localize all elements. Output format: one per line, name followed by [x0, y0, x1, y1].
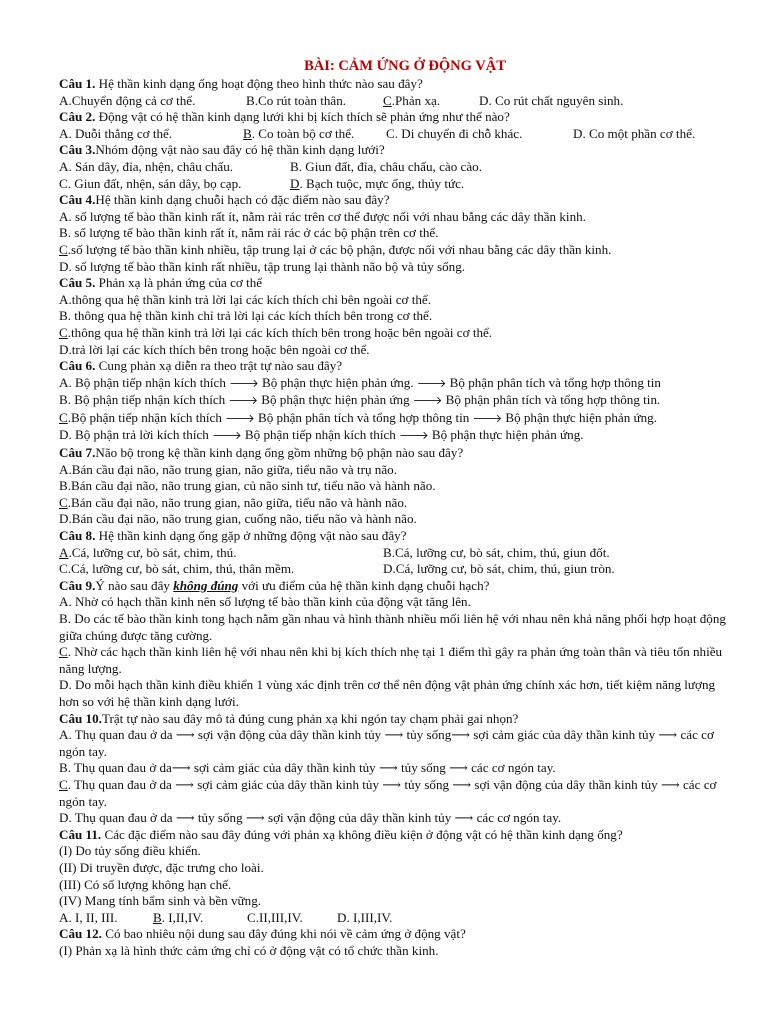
options-q3-row1	[59, 159, 731, 176]
option-d: D.trả lời lại các kích thích bên trong hoặc bên ngoài cơ thể.	[59, 341, 370, 357]
option-a: A.Chuyển động cả cơ thể.	[59, 92, 196, 108]
option-c: C.Cá, lưỡng cư, bò sát, chim, thú, thân mềm.	[59, 561, 295, 577]
option-c: C. Giun đất, nhện, sán dây, bọ cạp.	[59, 175, 242, 191]
question-label: Câu 6.	[59, 358, 96, 374]
options-q3-row2	[59, 176, 731, 193]
question-text: Trật tự nào sau đây mô tả đúng cung phản xạ khi ngón tay chạm phải gai nhọn?	[101, 710, 519, 726]
answer-letter: C	[383, 92, 392, 108]
question-1	[59, 76, 731, 93]
option-a: A. Nhờ có hạch thần kinh nên số lượng tế bào thần kinh của động vật tăng lên.	[59, 594, 471, 610]
option-a: A. Bộ phận tiếp nhận kích thích 🡒 Bộ phận thực hiện phản ứng. 🡒 Bộ phận phân tích và tổng hợp thông tin	[59, 374, 661, 390]
option-a: A.Cá, lưỡng cư, bò sát, chim, thú.	[59, 544, 237, 560]
option-c: C. Nhờ các hạch thần kinh liên hệ với nhau nên khi bị kích thích nhẹ tại 1 điểm thì gây ra phản ứng toàn thân và tiêu tốn nhiều năng lượng.	[59, 644, 723, 676]
answer-letter: B	[153, 909, 162, 925]
option-c: C.số lượng tế bào thần kinh nhiều, tập trung lại ở các bộ phận, được nối với nhau bằng các dây thần kinh.	[59, 241, 612, 257]
arrow-right-icon: 🡒	[228, 394, 258, 408]
emphasis-not-true: không đúng	[173, 577, 239, 593]
question-9: Câu 9.Ý nào sau đây không đúng với ưu điểm của hệ thần kinh dạng chuỗi hạch?	[59, 577, 490, 593]
question-text: Hệ thần kinh dạng ống hoạt động theo hình thức nào sau đây?	[95, 76, 423, 91]
option-a: A. số lượng tế bào thần kinh rất ít, nằm rải rác trên cơ thể được nối với nhau bằng các dây thần kinh.	[59, 208, 586, 224]
arrow-right-icon: 🡒	[416, 376, 447, 390]
arrow-right-icon: 🡒	[212, 429, 242, 443]
option-b: B. số lượng tế bào thần kinh rất ít, nằm rải rác ở các bộ phận trên cơ thể.	[59, 225, 439, 241]
question-label: Câu 2.	[59, 109, 96, 125]
question-text: Hệ thần kinh dạng chuỗi hạch có đặc điểm nào sau đây?	[95, 192, 390, 208]
option-a: A.Bán cầu đại não, não trung gian, não giữa, tiểu não và trụ não.	[59, 461, 397, 477]
option-c: C. Thụ quan đau ở da ⟶ sợi cảm giác của dây thần kinh tủy ⟶ tủy sống ⟶ sợi vận động của dây thần kinh tủy ⟶ các cơ ngón tay.	[59, 776, 717, 809]
question-label: Câu 7.	[59, 445, 96, 461]
question-label: Câu 1.	[59, 76, 96, 91]
option-c: C. Di chuyển đi chỗ khác.	[386, 125, 523, 141]
options-q11	[59, 910, 731, 927]
answer-letter: C	[59, 241, 68, 257]
answer-letter: A	[59, 544, 69, 560]
option-d: D. I,III,IV.	[337, 909, 393, 925]
question-text: Cung phản xạ diễn ra theo trật tự nào sau đây?	[95, 358, 343, 374]
option-b: B.Bán cầu đại não, não trung gian, củ não sinh tư, tiểu não và hành não.	[59, 478, 436, 494]
option-a: A. I, II, III.	[59, 909, 118, 925]
options-q8-row2	[59, 561, 731, 578]
options-q2	[59, 126, 731, 143]
question-10	[59, 711, 731, 728]
answer-letter: C	[59, 409, 68, 425]
option-c: C.thông qua hệ thần kinh trả lời lại các kích thích bên trong hoặc bên ngoài cơ thể.	[59, 324, 493, 340]
option-a: A.thông qua hệ thần kinh trả lời lại các kích thích chỉ bên ngoài cơ thể.	[59, 291, 431, 307]
question-text: Có bao nhiêu nội dung sau đây đúng khi nói về cảm ứng ở động vật?	[101, 926, 466, 942]
question-8	[59, 528, 731, 545]
option-d: D. Do mỗi hạch thần kinh điều khiển 1 vùng xác định trên cơ thể nên động vật phản ứng chính xác hơn, tiết kiệm năng lượng hơn so với hệ thần kinh dạng lưới.	[59, 677, 716, 709]
question-text: Não bộ trong kệ thần kinh dạng ống gồm những bộ phận nào sau đây?	[95, 445, 464, 461]
answer-letter: C	[59, 324, 68, 340]
question-text: Hệ thần kinh dạng ống gặp ở những động vật nào sau đây?	[95, 528, 407, 544]
question-4	[59, 192, 731, 209]
option-b: B. Thụ quan đau ở da⟶ sợi cảm giác của dây thần kinh tủy ⟶ tủy sống ⟶ các cơ ngón tay.	[59, 760, 556, 776]
option-b: B. Giun đất, đỉa, châu chấu, cào cào.	[290, 158, 482, 174]
question-text: Các đặc điểm nào sau đây đúng với phản xạ không điều kiện ở động vật có hệ thần kinh dạng ống?	[101, 826, 623, 842]
question-5	[59, 275, 731, 292]
answer-letter: B	[243, 125, 252, 141]
question-2	[59, 109, 731, 126]
question-label: Câu 12.	[59, 926, 102, 942]
statement-item: (I) Do tủy sống điều khiển.	[59, 843, 201, 859]
options-q8-row1	[59, 545, 731, 562]
answer-letter: D	[290, 175, 300, 191]
question-label: Câu 11.	[59, 826, 102, 842]
answer-letter: C	[59, 494, 68, 510]
option-d: D. Co một phần cơ thể.	[573, 125, 696, 141]
option-d: D.Bán cầu đại não, não trung gian, cuống não, tiểu não và hành não.	[59, 511, 417, 527]
statement-item: (III) Có số lượng không hạn chế.	[59, 876, 232, 892]
statement-item: (I) Phản xạ là hình thức cảm ứng chỉ có ở động vật có tổ chức thần kinh.	[59, 942, 439, 958]
question-label: Câu 10.	[59, 710, 102, 726]
statement-item: (II) Di truyền được, đặc trưng cho loài.	[59, 859, 264, 875]
statement-item: (IV) Mang tính bẩm sinh và bền vững.	[59, 893, 262, 909]
option-b: B. I,II,IV.	[153, 909, 204, 925]
question-label: Câu 3.	[59, 142, 96, 158]
option-c: C.Bộ phận tiếp nhận kích thích 🡒 Bộ phận phân tích và tổng hợp thông tin 🡒 Bộ phận thực hiện phản ứng.	[59, 409, 657, 425]
option-b: B. Bộ phận tiếp nhận kích thích 🡒 Bộ phận thực hiện phản ứng 🡒 Bộ phận phân tích và tổng hợp thông tin.	[59, 392, 661, 408]
option-b: B.Co rút toàn thân.	[246, 92, 347, 108]
option-d: D.Cá, lưỡng cư, bò sát, chim, thú, giun tròn.	[383, 561, 615, 577]
option-d: D. Co rút chất nguyên sinh.	[479, 92, 624, 108]
option-b: B. Co toàn bộ cơ thể.	[243, 125, 355, 141]
question-11	[59, 827, 731, 844]
question-label: Câu 4.	[59, 192, 96, 208]
question-text: Nhóm động vật nào sau đây có hệ thần kinh dạng lưới?	[95, 142, 385, 158]
option-c: C.II,III,IV.	[247, 909, 303, 925]
arrow-right-icon: 🡒	[229, 376, 259, 390]
option-a: A. Sán dây, đỉa, nhện, châu chấu.	[59, 158, 234, 174]
question-3	[59, 142, 731, 159]
page-title: BÀI: CẢM ỨNG Ở ĐỘNG VẬT	[304, 58, 506, 74]
option-d: D. Thụ quan đau ở da ⟶ tủy sống ⟶ sợi vận động của dây thần kinh tủy ⟶ các cơ ngón tay.	[59, 810, 562, 826]
arrow-right-icon: 🡒	[225, 411, 255, 425]
question-6	[59, 358, 731, 375]
question-label: Câu 9.	[59, 577, 96, 593]
arrow-right-icon: 🡒	[472, 411, 503, 425]
answer-letter: C	[59, 776, 68, 792]
arrow-right-icon: 🡒	[412, 394, 443, 408]
question-text: Phản xạ là phản ứng của cơ thể	[95, 275, 263, 291]
question-12	[59, 926, 731, 943]
question-label: Câu 8.	[59, 528, 96, 544]
option-c: C.Phản xạ.	[383, 92, 441, 108]
option-d: D. Bộ phận trả lời kích thích 🡒 Bộ phận tiếp nhận kích thích 🡒 Bộ phận thực hiện phản ứng.	[59, 427, 584, 443]
worksheet-page	[59, 57, 731, 959]
question-7	[59, 445, 731, 462]
question-label: Câu 5.	[59, 275, 96, 291]
options-q1	[59, 93, 731, 110]
option-a: A. Thụ quan đau ở da ⟶ sợi vận động của dây thần kinh tủy ⟶ tủy sống⟶ sợi cảm giác của dây thần kinh tủy ⟶ các cơ ngón tay.	[59, 727, 714, 759]
option-d: D. Bạch tuộc, mực ống, thủy tức.	[290, 175, 465, 191]
arrow-right-icon: 🡒	[399, 429, 429, 443]
option-a: A. Duỗi thẳng cơ thể.	[59, 125, 173, 141]
option-b: B. thông qua hệ thần kinh chỉ trả lời lại các kích thích bên trong cơ thể.	[59, 308, 433, 324]
question-text: Động vật có hệ thần kinh dạng lưới khi bị kích thích sẽ phản ứng như thế nào?	[95, 109, 510, 125]
answer-letter: C	[59, 644, 68, 660]
option-b: B. Do các tế bào thần kinh tong hạch nằm gần nhau và hình thành nhiều mối liên hệ với nhau nên khả năng phối hợp hoạt động giữa chúng được tăng cường.	[59, 611, 726, 643]
option-d: D. số lượng tế bào thần kinh rất nhiều, tập trung lại thành não bộ và tủy sống.	[59, 258, 466, 274]
option-c: C.Bán cầu đại não, não trung gian, não giữa, tiểu não và hành não.	[59, 494, 408, 510]
option-b: B.Cá, lưỡng cư, bò sát, chim, thú, giun đốt.	[383, 544, 610, 560]
